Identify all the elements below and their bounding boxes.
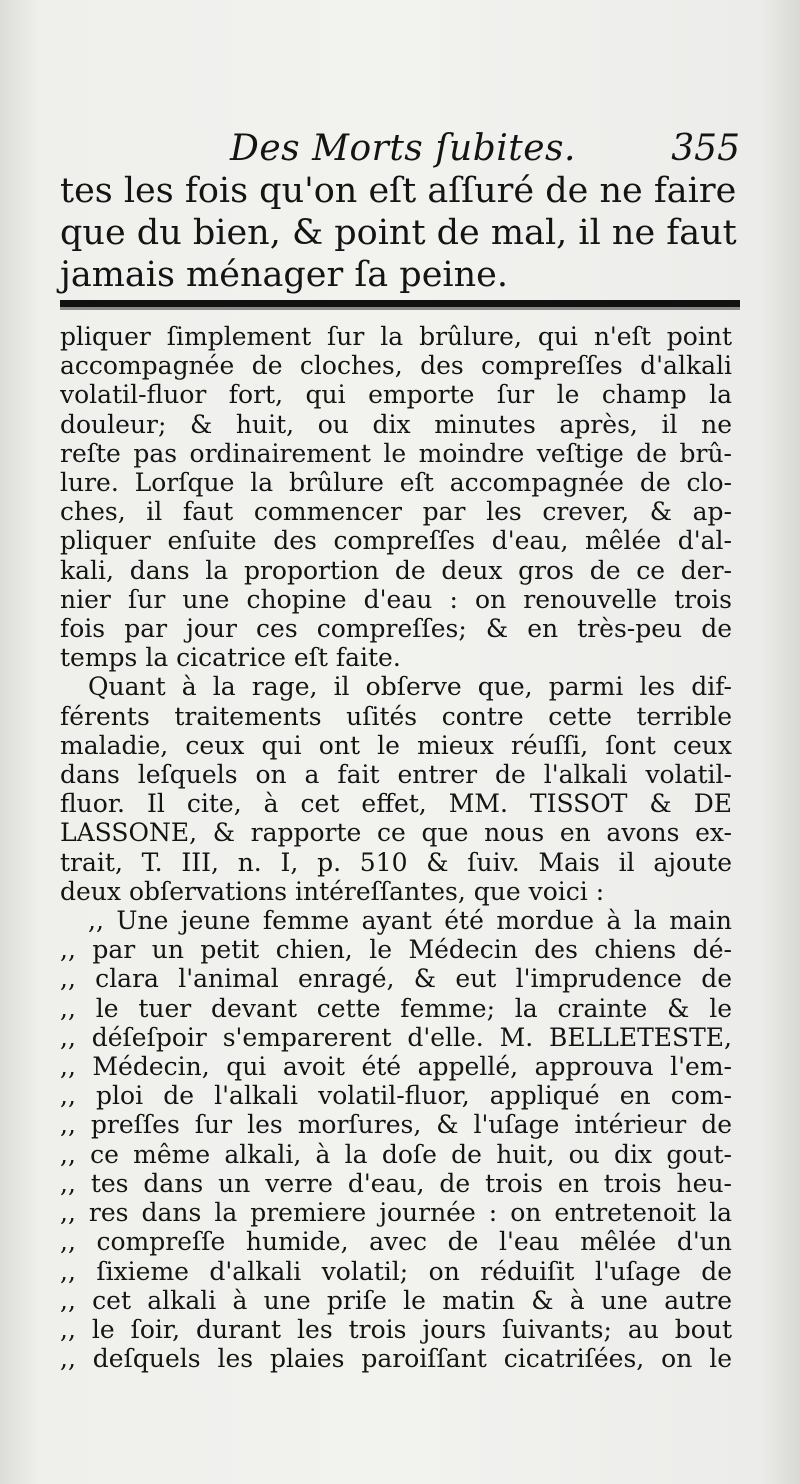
quoted-line: ,, compreſſe humide, avec de l'eau mêlée d'un (60, 1227, 732, 1257)
quoted-line: ,, clara l'animal enragé, & eut l'imprudence de (60, 964, 732, 994)
text-line: kali, dans la proportion de deux gros de ce der- (60, 555, 732, 585)
text-line: que du bien, & point de mal, il ne faut (60, 213, 737, 253)
text-line: pliquer ſimplement ſur la brûlure, qui n'eſt point (60, 322, 732, 351)
text-line: temps la cicatrice eſt faite. (60, 643, 401, 673)
main-text (60, 322, 732, 1373)
quoted-line: ,, tes dans un verre d'eau, de trois en trois heu- (60, 1168, 732, 1198)
running-title: Des Morts ſubites. (230, 128, 576, 169)
text-line: fois par jour ces compreſſes; & en très-peu de (60, 614, 732, 644)
text-line: férents traitements uſités contre cette terrible (60, 701, 732, 731)
text-line: fluor. Il cite, à cet effet, MM. TISSOT & DE (60, 789, 732, 819)
quoted-line: ,, le ſoir, durant les trois jours ſuivants; au bout (60, 1314, 732, 1344)
text-line: deux obſervations intéreſſantes, que voici : (60, 876, 605, 906)
quoted-line: ,, ſixieme d'alkali volatil; on réduiſit l'uſage de (60, 1256, 732, 1286)
page-number: 355 (671, 128, 740, 169)
section-divider (60, 300, 740, 307)
quoted-line: ,, deſquels les plaies paroiſſant cicatriſées, on le (60, 1344, 732, 1374)
text-line: volatil-fluor fort, qui emporte ſur le champ la (60, 380, 732, 410)
quoted-line: ,, ce même alkali, à la doſe de huit, ou dix gout- (60, 1139, 732, 1169)
text-line: accompagnée de cloches, des compreſſes d'alkali (60, 351, 732, 381)
quoted-line: ,, le tuer devant cette femme; la crainte & le (60, 993, 732, 1023)
text-line: tes les fois qu'on eſt aſſuré de ne faire (60, 171, 737, 211)
text-line: reſte pas ordinairement le moindre veſtige de brû- (60, 438, 732, 468)
previous-section-ending (60, 170, 737, 296)
text-line: trait, T. III, n. I, p. 510 & ſuiv. Mais il ajoute (60, 847, 732, 877)
quoted-line: ,, Une jeune femme ayant été mordue à la main (88, 906, 732, 936)
quoted-line: ,, ploi de l'alkali volatil-fluor, appliqué en com- (60, 1081, 732, 1111)
quoted-line: ,, déſeſpoir s'emparerent d'elle. M. BELLETESTE, (60, 1022, 732, 1052)
text-line: jamais ménager ſa peine. (60, 255, 508, 295)
quoted-line: ,, res dans la premiere journée : on entretenoit la (60, 1198, 732, 1228)
text-line: douleur; & huit, ou dix minutes après, il ne (60, 409, 732, 439)
text-line: ches, il faut commencer par les crever, & ap- (60, 497, 732, 527)
text-line: LASSONE, & rapporte ce que nous en avons ex- (60, 818, 732, 848)
text-line: Quant à la rage, il obſerve que, parmi les dif- (88, 672, 732, 702)
quoted-line: ,, preſſes ſur les morſures, & l'uſage intérieur de (60, 1110, 732, 1140)
text-line: dans leſquels on a fait entrer de l'alkali volatil- (60, 760, 732, 790)
text-line: pliquer enſuite des compreſſes d'eau, mêlée d'al- (60, 526, 732, 556)
text-line: lure. Lorſque la brûlure eſt accompagnée de clo- (60, 468, 732, 498)
quoted-line: ,, cet alkali à une priſe le matin & à une autre (60, 1285, 732, 1315)
quoted-line: ,, par un petit chien, le Médecin des chiens dé- (60, 935, 732, 965)
quoted-line: ,, Médecin, qui avoit été appellé, approuva l'em- (60, 1052, 732, 1082)
text-line: maladie, ceux qui ont le mieux réuſſi, ſont ceux (60, 730, 732, 760)
text-line: nier ſur une chopine d'eau : on renouvelle trois (60, 584, 732, 614)
